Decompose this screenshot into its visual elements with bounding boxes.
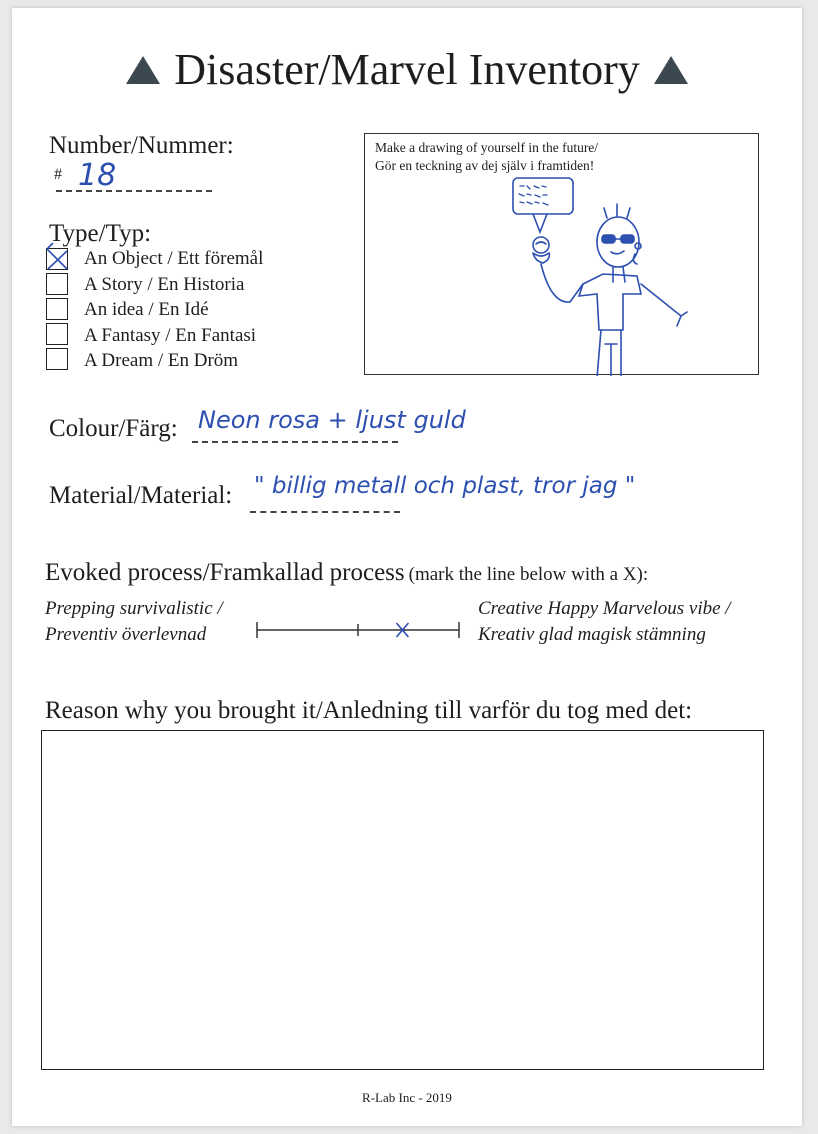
evoked-left-line2: Preventiv överlevnad xyxy=(45,623,207,645)
number-label: Number/Nummer: xyxy=(49,132,234,159)
colour-value[interactable]: Neon rosa + ljust guld xyxy=(198,406,466,434)
type-option-label: An Object / Ett föremål xyxy=(84,248,264,269)
type-option-label: A Story / En Historia xyxy=(84,274,245,295)
type-checkbox-dream[interactable] xyxy=(46,348,68,370)
drawing-area[interactable] xyxy=(364,133,759,375)
self-portrait-sketch xyxy=(365,134,760,376)
drawing-prompt-line2: Gör en teckning av dej själv i framtiden! xyxy=(375,158,595,174)
evoked-note: (mark the line below with a X): xyxy=(408,564,649,585)
type-option-label: An idea / En Idé xyxy=(84,299,209,320)
footer-credit: R-Lab Inc - 2019 xyxy=(362,1090,452,1105)
type-checkbox-object[interactable] xyxy=(46,248,68,270)
material-dashed-line xyxy=(250,511,400,513)
checkmark-x-icon xyxy=(45,243,67,265)
evoked-scale[interactable] xyxy=(252,618,464,642)
form-title: Disaster/Marvel Inventory xyxy=(174,45,640,94)
type-option-label: A Fantasy / En Fantasi xyxy=(84,325,257,346)
evoked-right-line2: Kreativ glad magisk stämning xyxy=(478,623,706,645)
number-value[interactable]: 18 xyxy=(78,158,117,193)
drawing-prompt-line1: Make a drawing of yourself in the future/ xyxy=(375,140,599,155)
evoked-right-pole xyxy=(478,596,731,647)
colour-label: Colour/Färg: xyxy=(49,415,178,442)
material-value[interactable]: " billig metall och plast, tror jag " xyxy=(254,473,636,499)
type-checkbox-idea[interactable] xyxy=(46,298,68,320)
evoked-right-line1: Creative Happy Marvelous vibe / xyxy=(478,598,731,619)
reason-label: Reason why you brought it/Anledning till varför du tog med det: xyxy=(45,697,693,724)
inventory-form-sheet xyxy=(12,8,802,1126)
type-checkbox-story[interactable] xyxy=(46,273,68,295)
triangle-icon xyxy=(654,56,688,84)
colour-dashed-line xyxy=(192,441,398,443)
material-label: Material/Material: xyxy=(49,482,233,509)
evoked-left-pole xyxy=(45,596,223,647)
evoked-heading xyxy=(45,560,648,586)
evoked-left-line1: Prepping survivalistic / xyxy=(45,598,223,619)
number-hash: # xyxy=(54,166,62,183)
form-title-row xyxy=(12,45,802,94)
evoked-label: Evoked process/Framkallad process xyxy=(45,559,405,586)
type-option-label: A Dream / En Dröm xyxy=(84,350,239,371)
reason-text-area[interactable] xyxy=(41,730,764,1070)
number-dashed-line xyxy=(56,190,212,192)
type-label: Type/Typ: xyxy=(49,220,152,247)
triangle-icon xyxy=(126,56,160,84)
type-checkbox-fantasy[interactable] xyxy=(46,323,68,345)
